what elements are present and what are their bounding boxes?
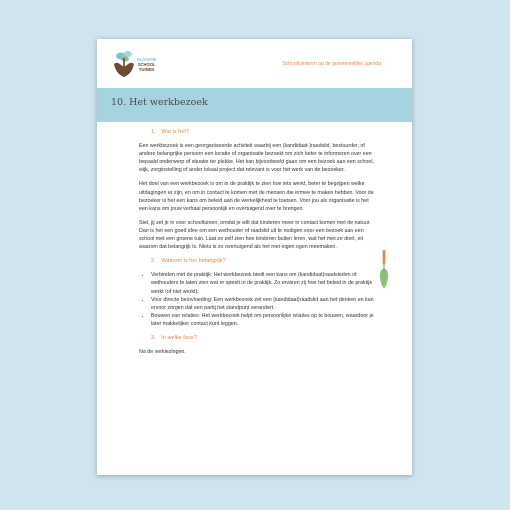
body-paragraph: Een werkbezoek is een georganiseerde activiteit waarbij een (kandidaat-)raadslid, bestuurder, of andere belangrijke persoon een locatie of organisatie bezoekt om zich beter te informeren over een bepaald onderwerp of situatie ter plekke. Het kan bijvoorbeeld gaan om een bezoek aan een school, wijk, zorginstelling of ander lokaal project dat relevant is voor het werk van de bezoeker. xyxy=(139,143,374,174)
trowel-icon xyxy=(377,249,391,291)
body-paragraph: Na de verkiezingen. xyxy=(139,349,186,356)
logo-line-3: TUINEN xyxy=(138,67,155,72)
bullet-list xyxy=(139,271,374,328)
logo-line-1: GIJANTIE xyxy=(137,57,157,62)
section-heading xyxy=(151,128,374,136)
section-title: Waarom is het belangrijk? xyxy=(161,258,226,265)
section-heading xyxy=(151,334,374,342)
logo-text xyxy=(137,57,156,72)
section-title: In welke fase? xyxy=(161,334,197,341)
section-heading xyxy=(151,257,374,265)
list-item: • Verbinden met de praktijk: Het werkbezoek biedt een kans om (kandidaat)raadsleden of wethouders te laten zien wat er speelt in de praktijk. Zo ervaren zij hoe het beleid in de praktijk werkt (of niet werkt). xyxy=(151,271,374,295)
section-number: 2. xyxy=(151,258,156,265)
running-header: Schooltuinieren op de gemeentelijke agenda xyxy=(282,61,381,67)
chapter-title: 10. Het werkbezoek xyxy=(111,97,208,108)
logo-plant-icon xyxy=(111,48,137,80)
main-content xyxy=(139,123,374,362)
document-page xyxy=(97,39,412,475)
chapter-banner xyxy=(97,88,412,122)
section-number: 1. xyxy=(151,129,156,135)
logo xyxy=(111,48,181,80)
logo-line-2: SCHOOL xyxy=(137,62,156,67)
section-title: Wat is het? xyxy=(161,129,190,135)
body-paragraph: Het doel van een werkbezoek is om in de praktijk te zien hoe iets werkt, beter te begrijpen welke uitdagingen er zijn, en om in contact te komen met de mensen die ermee te maken hebben. Voor de bezoeker is het een kans om beleid aan de werkelijkheid te toetsen. Voor jou als organisatie is het een kans om jouw verhaal persoonlijk en overtuigend over te brengen. xyxy=(139,181,374,212)
body-paragraph: Stel, jij zet je in voor schooltuinen, omdat je wilt dat kinderen meer in contact komen met de natuur. Dan is het een goed idee om een wethouder of raadslid uit te nodigen voor een bezoek aan een school met een groene tuin. Laat ze zelf zien hoe kinderen buiten leren, wat het met ze doet, en waarom dat belangrijk is. Niets is zo overtuigend als het met eigen ogen meemaken. xyxy=(139,219,371,251)
section-number: 3. xyxy=(151,334,156,341)
list-item: • Bouwen van relaties: Het werkbezoek helpt om persoonlijke relaties op te bouwen, waardoor je later makkelijker contact kunt leggen. xyxy=(151,312,374,328)
list-item: • Voor directe beïnvloeding: Een werkbezoek zet een (kandidaat)raadslid aan het denken en kan ervoor zorgen dat een partij het standpunt verandert. xyxy=(151,296,374,312)
